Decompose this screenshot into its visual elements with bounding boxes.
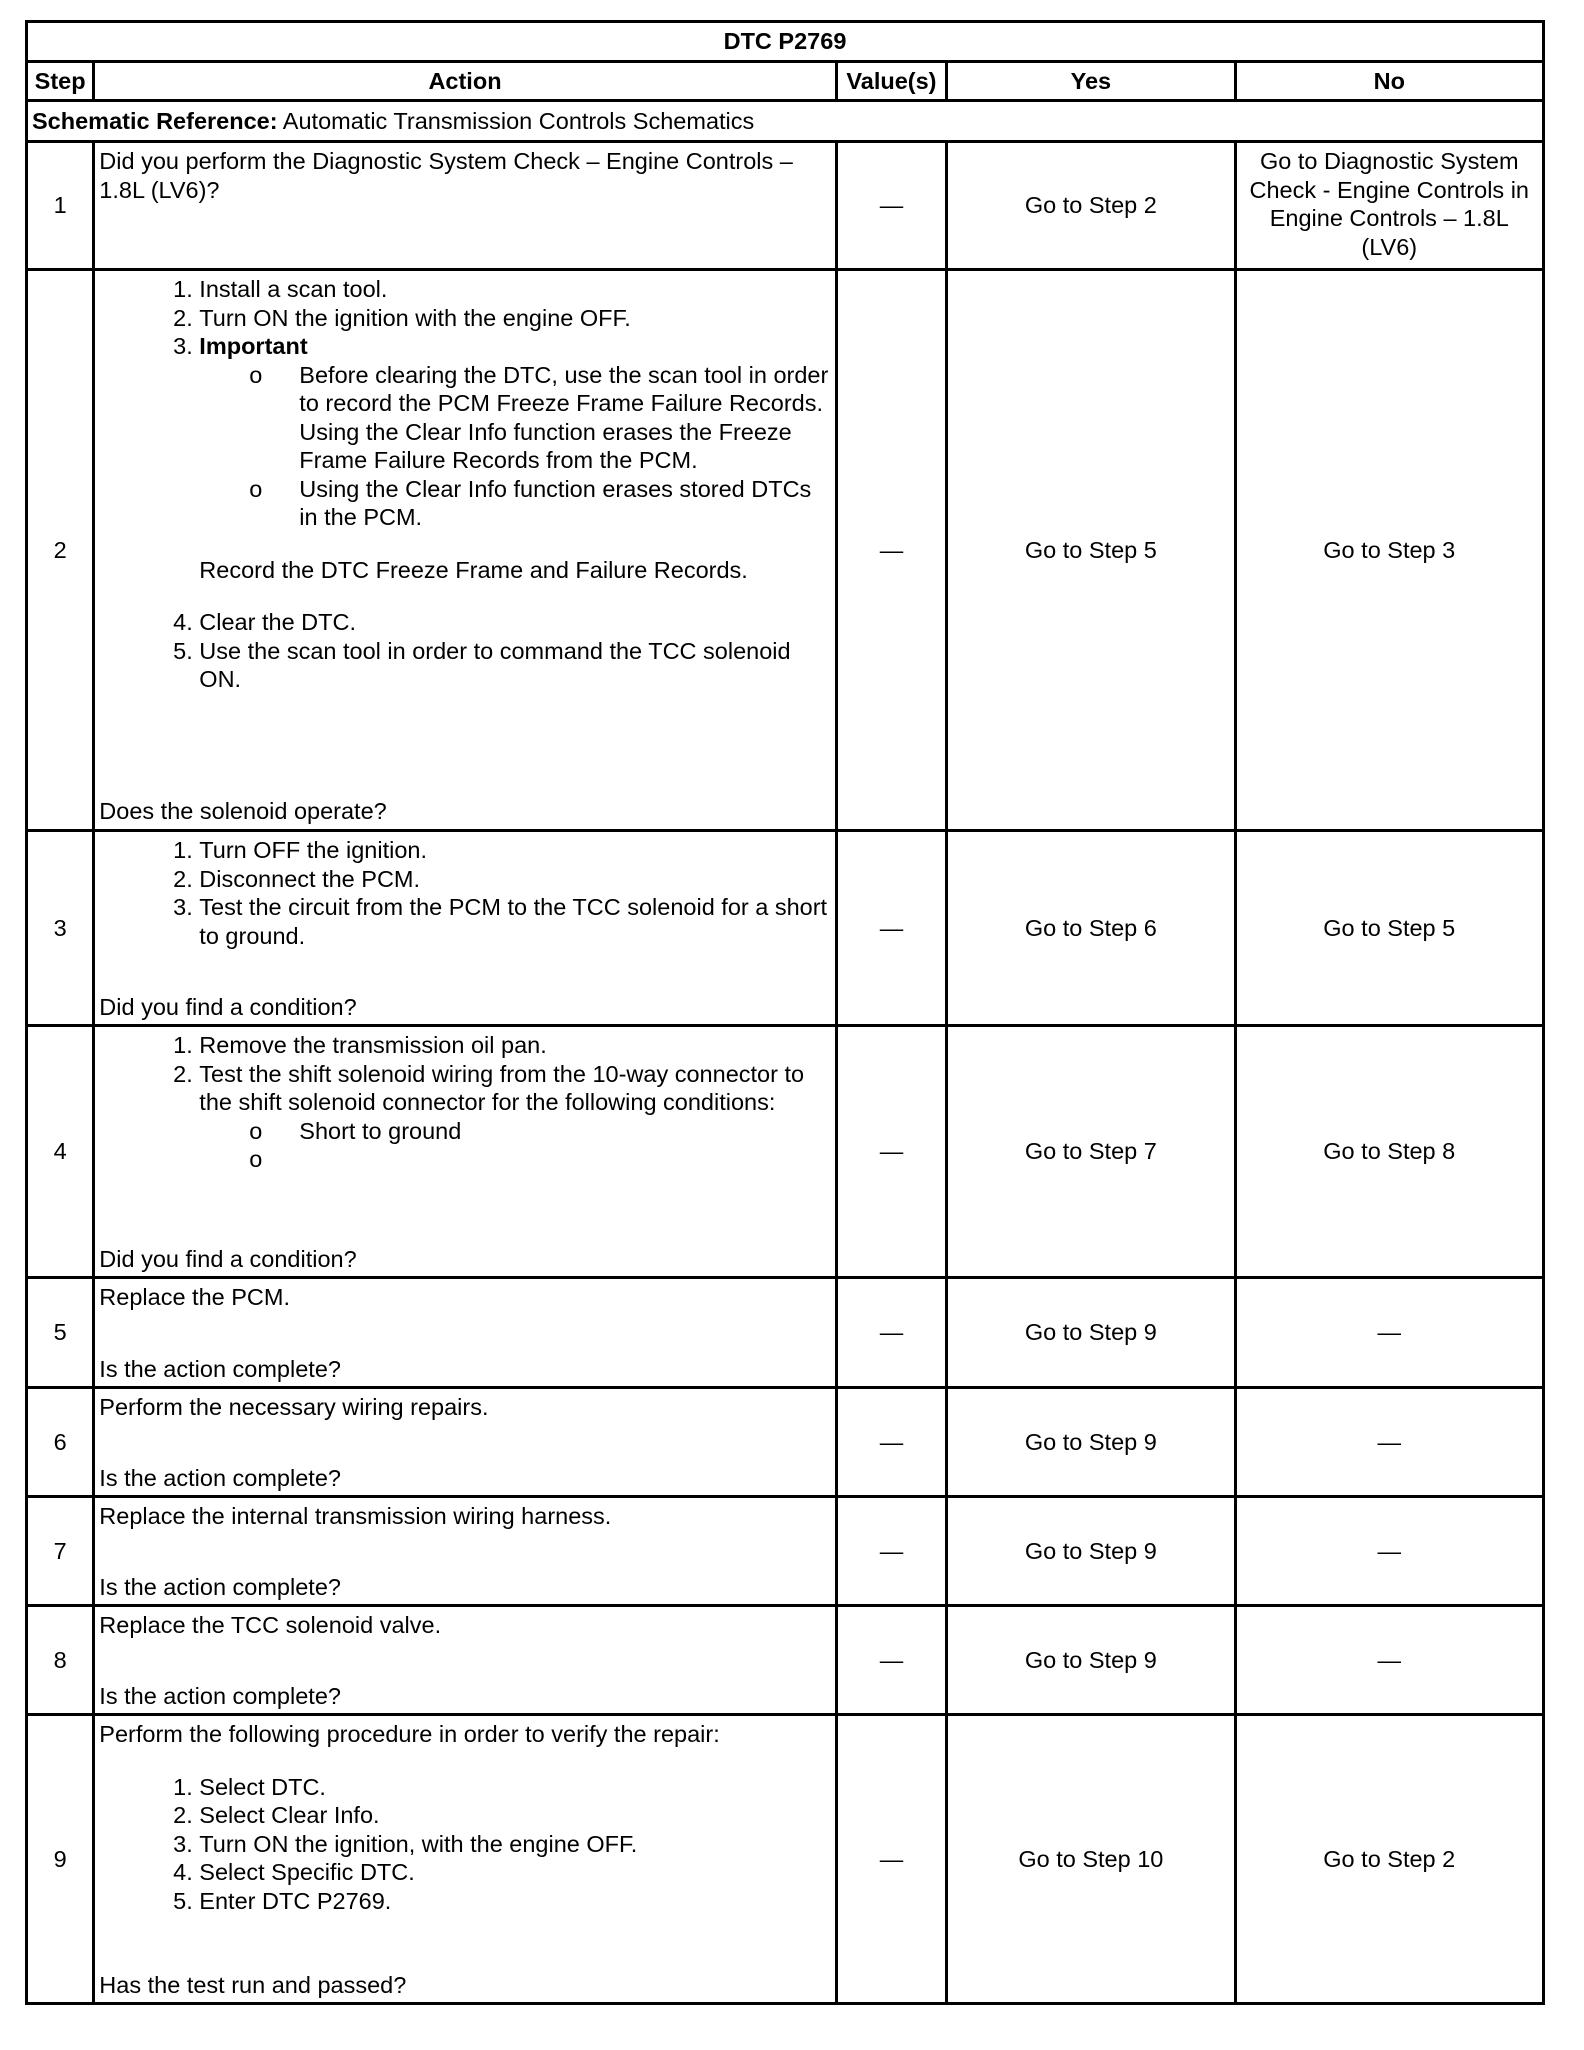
step-number: 8 [27,1606,94,1715]
sub-list-item [249,1117,830,1146]
bullet-marker: o [249,361,263,388]
list-item-text: Test the shift solenoid wiring from the 10-way connector to the shift solenoid connector for the following conditions: [199,1060,805,1115]
schematic-reference [27,101,1544,142]
note-text: Record the DTC Freeze Frame and Failure Records. [199,556,748,583]
value-cell: — [836,270,947,831]
step-number: 5 [27,1278,94,1388]
action-text: Did you perform the Diagnostic System Check – Engine Controls – 1.8L (LV6)? [99,148,793,203]
value-cell: — [836,1278,947,1388]
list-item: 2. Select Clear Info. [199,1801,830,1830]
header-yes: Yes [947,62,1235,101]
value-cell: — [836,831,947,1026]
action-cell [94,270,836,831]
header-action: Action [94,62,836,101]
question-text: Is the action complete? [99,1682,341,1709]
no-cell: Go to Step 3 [1235,270,1543,831]
bullet-marker: o [249,475,263,502]
action-text: Perform the necessary wiring repairs. [99,1394,489,1420]
header-step: Step [27,62,94,101]
sub-list-item [249,361,830,475]
important-label: Important [199,333,308,359]
action-cell [94,1715,836,2004]
question-text: Has the test run and passed? [99,1971,407,1998]
header-row [27,62,1544,101]
yes-cell: Go to Step 7 [947,1026,1235,1278]
no-cell: — [1235,1278,1543,1388]
step-number: 2 [27,270,94,831]
value-cell: — [836,1388,947,1497]
value-cell: — [836,1606,947,1715]
step-number: 4 [27,1026,94,1278]
step-number: 3 [27,831,94,1026]
list-item: 1. Turn OFF the ignition. [199,836,830,865]
action-cell [94,831,836,1026]
action-text: Perform the following procedure in order to verify the repair: [99,1721,720,1747]
table-row [27,1388,1544,1497]
no-cell: — [1235,1606,1543,1715]
no-cell: Go to Step 5 [1235,831,1543,1026]
schematic-reference-label: Schematic Reference: [32,107,278,134]
action-cell [94,142,836,270]
list-item: 2. Turn ON the ignition with the engine OFF. [199,304,830,333]
yes-cell: Go to Step 9 [947,1388,1235,1497]
action-cell [94,1497,836,1606]
header-values: Value(s) [836,62,947,101]
sub-item-text: Using the Clear Info function erases stored DTCs in the PCM. [299,475,812,530]
value-cell: — [836,1497,947,1606]
sub-list-item [249,1145,830,1174]
action-cell [94,1278,836,1388]
value-cell: — [836,1026,947,1278]
no-cell: Go to Diagnostic System Check - Engine Controls in Engine Controls – 1.8L (LV6) [1235,142,1543,270]
bullet-marker: o [249,1146,263,1172]
table-row [27,142,1544,270]
list-item: 1. Select DTC. [199,1773,830,1802]
action-text: Replace the TCC solenoid valve. [99,1612,442,1638]
table-row [27,1497,1544,1606]
step-number: 6 [27,1388,94,1497]
step-number: 7 [27,1497,94,1606]
sub-item-text: Before clearing the DTC, use the scan tool in order to record the PCM Freeze Frame Failure Records. Using the Clear Info function erases the Freeze Frame Failure Records from the PCM. [299,361,829,473]
question-text: Is the action complete? [99,1355,341,1382]
yes-cell: Go to Step 9 [947,1278,1235,1388]
step-number: 9 [27,1715,94,2004]
yes-cell: Go to Step 5 [947,270,1235,831]
list-item [199,1060,830,1174]
list-item: 5. Enter DTC P2769. [199,1887,830,1916]
list-item: 3. Turn ON the ignition, with the engine OFF. [199,1830,830,1859]
yes-cell: Go to Step 9 [947,1497,1235,1606]
dtc-document [25,20,1545,2005]
step-number: 1 [27,142,94,270]
yes-cell: Go to Step 9 [947,1606,1235,1715]
table-row [27,1278,1544,1388]
yes-cell: Go to Step 10 [947,1715,1235,2004]
no-cell: — [1235,1497,1543,1606]
table-row [27,1606,1544,1715]
action-cell [94,1388,836,1497]
question-text: Is the action complete? [99,1464,341,1491]
sub-list-item [249,475,830,532]
dtc-table [25,20,1545,2005]
yes-cell: Go to Step 2 [947,142,1235,270]
action-cell [94,1606,836,1715]
schematic-reference-text: Automatic Transmission Controls Schematics [282,107,755,134]
table-row [27,831,1544,1026]
schematic-reference-row [27,101,1544,142]
list-item [199,332,830,532]
list-item: 1. Remove the transmission oil pan. [199,1031,830,1060]
sub-item-text: Short to ground [299,1117,462,1144]
question-text: Is the action complete? [99,1573,341,1600]
action-cell [94,1026,836,1278]
action-text: Replace the PCM. [99,1284,290,1310]
table-title: DTC P2769 [27,22,1544,62]
list-item: 4. Clear the DTC. [199,608,830,637]
list-item: 3. Test the circuit from the PCM to the TCC solenoid for a short to ground. [199,893,830,950]
question-text: Does the solenoid operate? [99,797,387,824]
value-cell: — [836,1715,947,2004]
no-cell: Go to Step 2 [1235,1715,1543,2004]
question-text: Did you find a condition? [99,993,357,1020]
list-item: 2. Disconnect the PCM. [199,865,830,894]
list-item: 4. Select Specific DTC. [199,1858,830,1887]
action-text: Replace the internal transmission wiring harness. [99,1503,612,1529]
yes-cell: Go to Step 6 [947,831,1235,1026]
table-row [27,1026,1544,1278]
no-cell: Go to Step 8 [1235,1026,1543,1278]
header-no: No [1235,62,1543,101]
table-row [27,1715,1544,2004]
bullet-marker: o [249,1117,263,1144]
question-text: Did you find a condition? [99,1245,357,1272]
list-item: 1. Install a scan tool. [199,275,830,304]
table-row [27,270,1544,831]
no-cell: — [1235,1388,1543,1497]
list-item: 5. Use the scan tool in order to command the TCC solenoid ON. [199,637,830,694]
value-cell: — [836,142,947,270]
